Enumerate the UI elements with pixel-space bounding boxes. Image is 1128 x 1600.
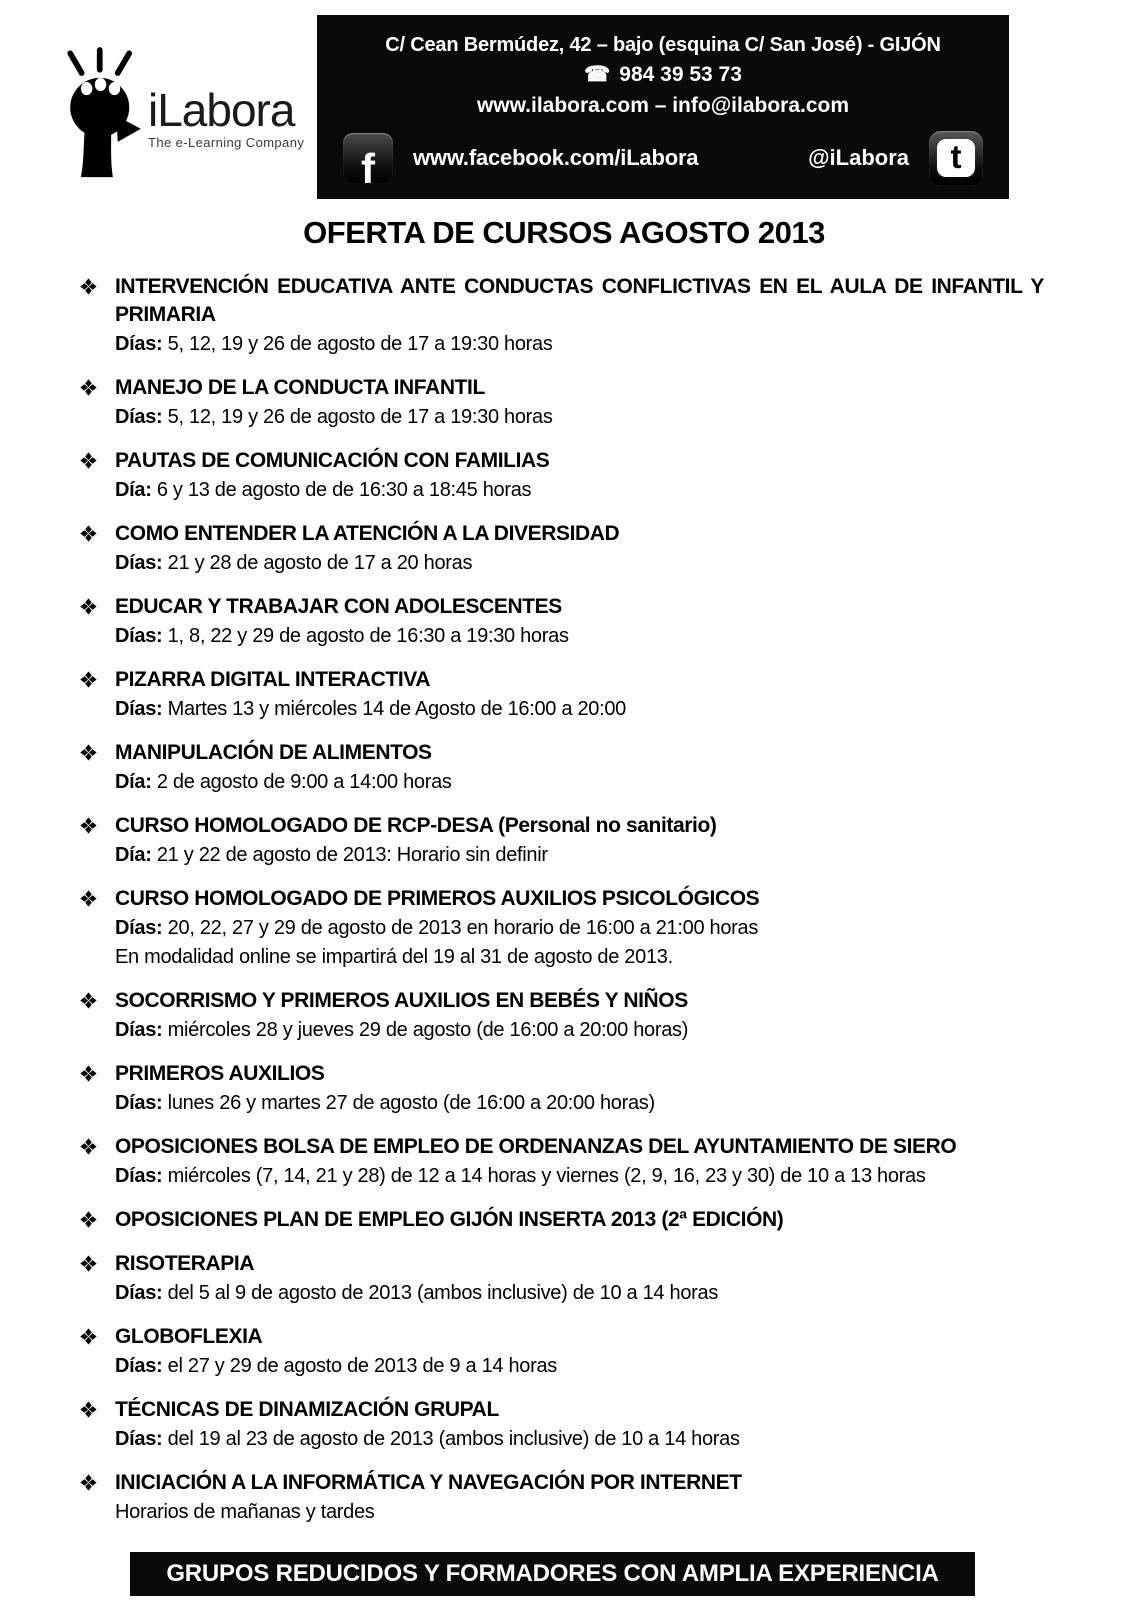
detail-label: Día: — [115, 771, 157, 793]
course-item — [80, 1206, 1044, 1234]
detail-label: Días: — [115, 1092, 168, 1114]
course-title: SOCORRISMO Y PRIMEROS AUXILIOS EN BEBÉS Y NIÑOS — [115, 989, 688, 1012]
detail-label: Días: — [115, 1019, 168, 1041]
course-detail: Días: del 19 al 23 de agosto de 2013 (ambos inclusive) de 10 a 14 horas — [115, 1428, 740, 1450]
diamond-bullet-icon — [80, 987, 115, 1044]
facebook-icon — [343, 133, 393, 183]
course-detail: Días: lunes 26 y martes 27 de agosto (de 16:00 a 20:00 horas) — [115, 1092, 655, 1114]
diamond-bullet-icon — [80, 885, 115, 971]
course-body — [115, 593, 1044, 650]
course-detail: Día: 2 de agosto de 9:00 a 14:00 horas — [115, 771, 452, 793]
course-detail: Días: 1, 8, 22 y 29 de agosto de 16:30 a 19:30 horas — [115, 625, 569, 647]
head-silhouette-with-rays-icon — [62, 44, 144, 184]
course-item — [80, 666, 1044, 723]
course-item — [80, 593, 1044, 650]
twitter-t-glyph: t — [937, 139, 975, 177]
course-title: PAUTAS DE COMUNICACIÓN CON FAMILIAS — [115, 449, 550, 472]
detail-label: Días: — [115, 698, 168, 720]
course-title: EDUCAR Y TRABAJAR CON ADOLESCENTES — [115, 595, 562, 618]
course-title: RISOTERAPIA — [115, 1252, 255, 1275]
detail-label: Días: — [115, 406, 168, 428]
contact-phone-row — [317, 59, 1009, 91]
course-body — [115, 987, 1044, 1044]
facebook-f-glyph: f — [361, 145, 375, 183]
web-and-email: www.ilabora.com – info@ilabora.com — [476, 94, 850, 117]
course-title: INTERVENCIÓN EDUCATIVA ANTE CONDUCTAS CONFLICTIVAS EN EL AULA DE INFANTIL Y PRIMARIA — [115, 275, 1044, 326]
diamond-bullet-icon — [80, 1133, 115, 1190]
detail-label: Días: — [115, 552, 168, 574]
course-item — [80, 812, 1044, 869]
course-body — [115, 520, 1044, 577]
diamond-bullet-icon — [80, 1469, 115, 1526]
diamond-bullet-icon — [80, 374, 115, 431]
course-body — [115, 812, 1044, 869]
course-body — [115, 1206, 1044, 1234]
course-item — [80, 1060, 1044, 1117]
course-item — [80, 1133, 1044, 1190]
diamond-bullet-icon — [80, 1323, 115, 1380]
detail-label: Día: — [115, 844, 157, 866]
course-item — [80, 447, 1044, 504]
detail-label: Días: — [115, 1428, 168, 1450]
course-item — [80, 520, 1044, 577]
course-title: MANIPULACIÓN DE ALIMENTOS — [115, 741, 432, 764]
page-title: OFERTA DE CURSOS AGOSTO 2013 — [303, 215, 825, 250]
course-item — [80, 374, 1044, 431]
diamond-bullet-icon — [80, 1396, 115, 1453]
course-body — [115, 1060, 1044, 1117]
course-title: TÉCNICAS DE DINAMIZACIÓN GRUPAL — [115, 1398, 499, 1421]
course-title: INICIACIÓN A LA INFORMÁTICA Y NAVEGACIÓN POR INTERNET — [115, 1471, 742, 1494]
header — [0, 0, 1128, 206]
course-detail: Horarios de mañanas y tardes — [115, 1501, 375, 1523]
diamond-bullet-icon — [80, 447, 115, 504]
twitter-handle: @iLabora — [808, 145, 909, 170]
detail-label: Días: — [115, 333, 168, 355]
course-title: COMO ENTENDER LA ATENCIÓN A LA DIVERSIDAD — [115, 522, 620, 545]
diamond-bullet-icon — [80, 273, 115, 358]
detail-label: Día: — [115, 479, 157, 501]
telephone-icon: ☎ — [584, 63, 611, 86]
course-detail: En modalidad online se impartirá del 19 al 31 de agosto de 2013. — [115, 946, 673, 968]
course-item — [80, 1396, 1044, 1453]
course-detail: Días: del 5 al 9 de agosto de 2013 (ambos inclusive) de 10 a 14 horas — [115, 1282, 719, 1304]
logo-textblock — [148, 86, 304, 150]
detail-label: Días: — [115, 1355, 168, 1377]
detail-label: Días: — [115, 917, 168, 939]
ilabora-logo — [62, 38, 317, 198]
twitter-icon — [929, 131, 983, 185]
diamond-bullet-icon — [80, 812, 115, 869]
course-item — [80, 739, 1044, 796]
detail-label: Días: — [115, 625, 168, 647]
course-body — [115, 1469, 1044, 1526]
course-item — [80, 987, 1044, 1044]
course-title: OPOSICIONES PLAN DE EMPLEO GIJÓN INSERTA 2013 (2ª EDICIÓN) — [115, 1208, 784, 1231]
course-detail: Días: 20, 22, 27 y 29 de agosto de 2013 en horario de 16:00 a 21:00 horas — [115, 917, 759, 939]
course-list — [80, 273, 1044, 1526]
footer-banner: GRUPOS REDUCIDOS Y FORMADORES CON AMPLIA EXPERIENCIA — [130, 1552, 975, 1596]
diamond-bullet-icon — [80, 739, 115, 796]
social-row — [317, 120, 1009, 185]
course-detail: Día: 6 y 13 de agosto de de 16:30 a 18:45 horas — [115, 479, 532, 501]
course-item — [80, 1323, 1044, 1380]
course-detail: Día: 21 y 22 de agosto de 2013: Horario sin definir — [115, 844, 548, 866]
course-title: OPOSICIONES BOLSA DE EMPLEO DE ORDENANZAS DEL AYUNTAMIENTO DE SIERO — [115, 1135, 957, 1158]
course-item — [80, 273, 1044, 358]
course-body — [115, 273, 1044, 358]
course-item — [80, 1469, 1044, 1526]
course-body — [115, 1323, 1044, 1380]
course-title: GLOBOFLEXIA — [115, 1325, 263, 1348]
course-body — [115, 885, 1044, 971]
course-detail: Días: miércoles 28 y jueves 29 de agosto (de 16:00 a 20:00 horas) — [115, 1019, 689, 1041]
logo-wordmark: iLabora — [148, 84, 295, 136]
course-detail: Días: miércoles (7, 14, 21 y 28) de 12 a 14 horas y viernes (2, 9, 16, 23 y 30) de 10 a 13 horas — [115, 1165, 926, 1187]
course-body — [115, 739, 1044, 796]
course-item — [80, 1250, 1044, 1307]
course-body — [115, 374, 1044, 431]
phone-number: 984 39 53 73 — [619, 63, 742, 86]
facebook-url: www.facebook.com/iLabora — [413, 145, 699, 170]
detail-label: Días: — [115, 1282, 168, 1304]
course-body — [115, 1250, 1044, 1307]
course-body — [115, 1133, 1044, 1190]
course-detail: Días: 21 y 28 de agosto de 17 a 20 horas — [115, 552, 473, 574]
course-title: PRIMEROS AUXILIOS — [115, 1062, 325, 1085]
contact-box — [317, 15, 1009, 199]
course-detail: Días: Martes 13 y miércoles 14 de Agosto de 16:00 a 20:00 — [115, 698, 627, 720]
diamond-bullet-icon — [80, 520, 115, 577]
course-title: MANEJO DE LA CONDUCTA INFANTIL — [115, 376, 485, 399]
diamond-bullet-icon — [80, 1206, 115, 1234]
course-detail: Días: 5, 12, 19 y 26 de agosto de 17 a 19:30 horas — [115, 333, 553, 355]
logo-tagline: The e-Learning Company — [148, 135, 305, 150]
diamond-bullet-icon — [80, 666, 115, 723]
diamond-bullet-icon — [80, 1250, 115, 1307]
contact-address: C/ Cean Bermúdez, 42 – bajo (esquina C/ San José) - GIJÓN — [385, 34, 941, 56]
course-title: CURSO HOMOLOGADO DE RCP-DESA (Personal no sanitario) — [115, 814, 717, 837]
course-title: PIZARRA DIGITAL INTERACTIVA — [115, 668, 431, 691]
diamond-bullet-icon — [80, 1060, 115, 1117]
course-body — [115, 1396, 1044, 1453]
course-detail: Días: 5, 12, 19 y 26 de agosto de 17 a 19:30 horas — [115, 406, 553, 428]
course-detail: Días: el 27 y 29 de agosto de 2013 de 9 a 14 horas — [115, 1355, 558, 1377]
course-body — [115, 447, 1044, 504]
diamond-bullet-icon — [80, 593, 115, 650]
course-body — [115, 666, 1044, 723]
detail-label: Días: — [115, 1165, 168, 1187]
course-title: CURSO HOMOLOGADO DE PRIMEROS AUXILIOS PSICOLÓGICOS — [115, 887, 760, 910]
course-item — [80, 885, 1044, 971]
